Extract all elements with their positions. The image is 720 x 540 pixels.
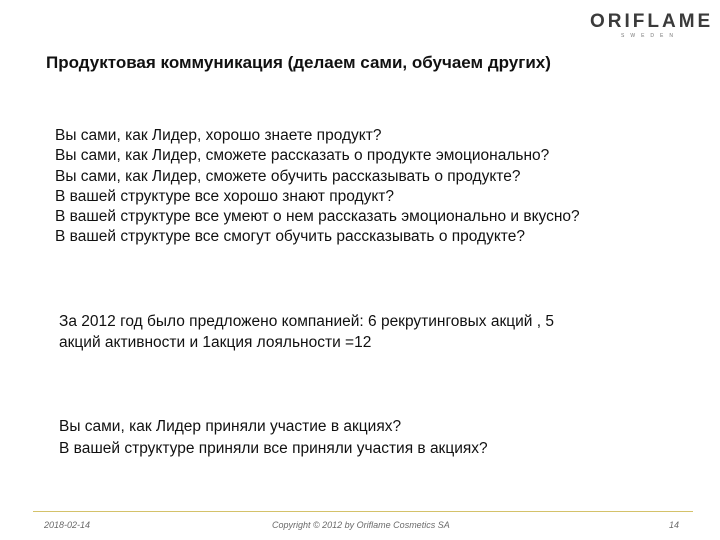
questions-list (55, 126, 580, 248)
slide-title: Продуктовая коммуникация (делаем сами, обучаем других) (46, 53, 551, 72)
footer-divider (33, 511, 693, 512)
question-line: В вашей структуре все хорошо знают продукт? (55, 187, 395, 205)
participation-line: Вы сами, как Лидер приняли участие в акциях? (59, 418, 402, 435)
page-number: 14 (669, 520, 680, 530)
participation-questions (59, 416, 488, 460)
logo-subtitle: SWEDEN (621, 33, 679, 39)
question-line: В вашей структуре все умеют о нем рассказать эмоционально и вкусно? (55, 208, 580, 226)
footer-copyright: Copyright © 2012 by Oriflame Cosmetics SA (272, 520, 450, 530)
question-line: Вы сами, как Лидер, хорошо знаете продукт? (55, 127, 382, 144)
question-line: Вы сами, как Лидер, сможете обучить рассказывать о продукте? (55, 167, 521, 185)
logo-wordmark: ORIFLAME (590, 11, 714, 32)
question-line: В вашей структуре все смогут обучить рассказывать о продукте? (55, 228, 525, 246)
stats-line: За 2012 год было предложено компанией: 6 рекрутинговых акций , 5 (59, 313, 554, 330)
stats-line: акций активности и 1акция лояльности =12 (59, 334, 372, 351)
participation-line: В вашей структуре приняли все приняли участия в акциях? (59, 440, 488, 457)
question-line: Вы сами, как Лидер, сможете рассказать о продукте эмоционально? (55, 147, 550, 165)
footer-date: 2018-02-14 (44, 520, 91, 530)
oriflame-logo (590, 11, 714, 40)
campaign-stats (59, 311, 554, 353)
